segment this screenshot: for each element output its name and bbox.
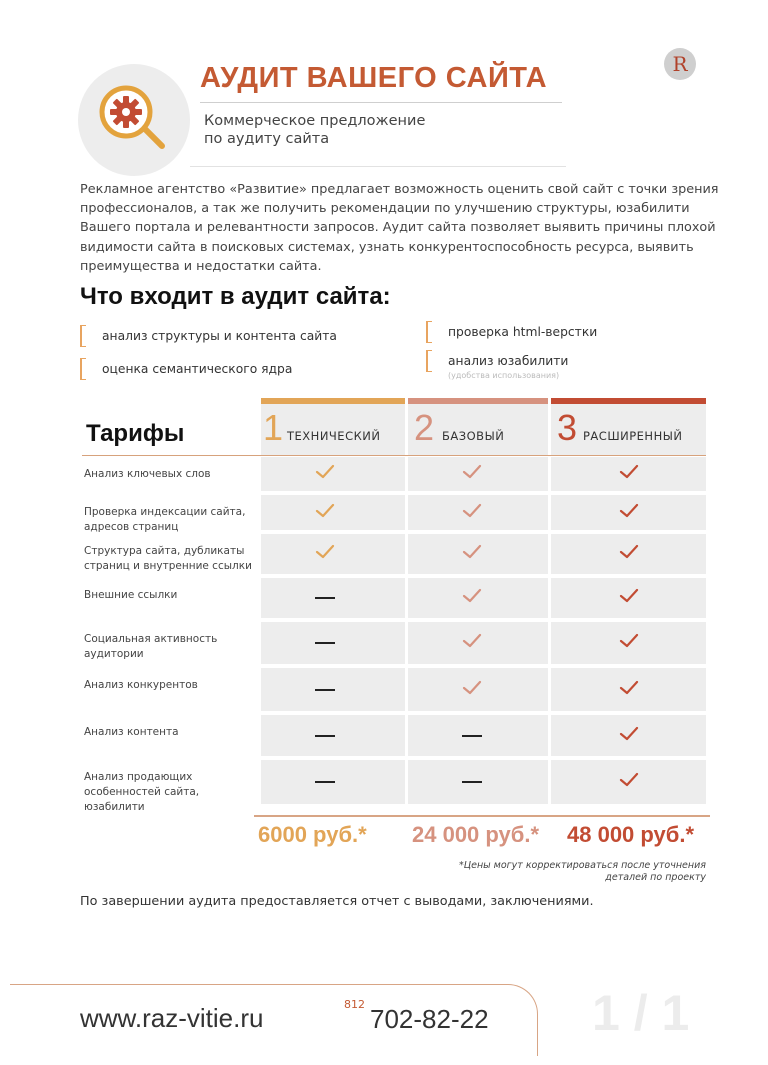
price-extended: 48 000 руб.* <box>567 822 695 847</box>
check-icon <box>619 464 639 480</box>
row-label: Анализ ключевых слов <box>84 468 211 480</box>
price-technical: 6000 руб.* <box>258 822 367 847</box>
brand-logo: R <box>664 48 696 80</box>
subtitle-line-1: Коммерческое предложение <box>204 113 426 129</box>
plan-header-basic <box>408 398 548 456</box>
check-icon <box>619 544 639 560</box>
divider <box>190 166 566 167</box>
row-label: Социальная активность аудитории <box>84 633 218 660</box>
plan-color-bar <box>261 398 405 404</box>
footer-divider <box>10 984 504 985</box>
plan-name: ТЕХНИЧЕСКИЙ <box>287 429 381 443</box>
feature-text: анализ структуры и контента сайта <box>102 329 337 343</box>
check-icon <box>619 588 639 604</box>
bracket-icon <box>80 325 86 347</box>
row-label: Структура сайта, дубликаты страниц и внутренние ссылки <box>84 545 252 572</box>
plan-header-extended <box>551 398 706 456</box>
plan-color-bar <box>551 398 706 404</box>
feature-text: оценка семантического ядра <box>102 362 293 376</box>
phone-number: 702-82-22 <box>370 1004 489 1034</box>
audit-icon <box>78 64 190 176</box>
dash-icon <box>315 735 335 737</box>
plan-name: БАЗОВЫЙ <box>442 429 505 443</box>
footer-divider-curve <box>490 984 538 1056</box>
check-icon <box>462 588 482 604</box>
row-label: Анализ контента <box>84 726 179 738</box>
check-icon <box>462 464 482 480</box>
check-icon <box>619 680 639 696</box>
price-note: *Цены могут корректироваться после уточнения деталей по проекту <box>458 860 706 883</box>
plan-header-technical <box>261 398 405 456</box>
divider <box>82 455 706 456</box>
plan-name: РАСШИРЕННЫЙ <box>583 429 683 443</box>
row-label: Анализ продающих особенностей сайта, юзабилити <box>84 771 200 813</box>
bracket-icon <box>80 358 86 380</box>
feature-text: анализ юзабилити <box>448 354 569 368</box>
website-link[interactable]: www.raz-vitie.ru <box>80 1003 264 1033</box>
check-icon <box>315 464 335 480</box>
feature-note: (удобства использования) <box>448 371 560 380</box>
check-icon <box>462 503 482 519</box>
row-label: Анализ конкурентов <box>84 679 198 691</box>
divider <box>254 815 710 817</box>
dash-icon <box>315 689 335 691</box>
row-label: Проверка индексации сайта, адресов страниц <box>84 506 246 533</box>
price-basic: 24 000 руб.* <box>412 822 540 847</box>
dash-icon <box>315 597 335 599</box>
check-icon <box>619 726 639 742</box>
plan-number: 3 <box>557 407 578 448</box>
features-title: Что входит в аудит сайта: <box>80 283 391 310</box>
dash-icon <box>462 735 482 737</box>
check-icon <box>619 633 639 649</box>
subtitle-line-2: по аудиту сайта <box>204 131 330 147</box>
check-icon <box>462 680 482 696</box>
check-icon <box>315 544 335 560</box>
check-icon <box>315 503 335 519</box>
page-number: 1 / 1 <box>592 985 690 1041</box>
plan-color-bar <box>408 398 548 404</box>
check-icon <box>462 633 482 649</box>
check-icon <box>462 544 482 560</box>
bracket-icon <box>426 350 432 372</box>
row-label: Внешние ссылки <box>84 589 178 601</box>
dash-icon <box>315 642 335 644</box>
phone-code: 812 <box>344 998 365 1011</box>
plan-number: 2 <box>414 407 435 448</box>
conclusion-text: По завершении аудита предоставляется отчет с выводами, заключениями. <box>80 894 594 909</box>
intro-paragraph: Рекламное агентство «Развитие» предлагает возможность оценить свой сайт с точки зрения профессионалов, а так же получить рекомендации по улучшению структуры, юзабилити Вашего портала и релевантности запросов. Аудит сайта позволяет выявить причины плохой видимости сайта в поисковых системах, узнать конкурентоспособность ресурса, выявить преимущества и недостатки сайта. <box>80 182 719 274</box>
page-subtitle <box>204 112 425 148</box>
feature-text: проверка html-верстки <box>448 325 598 339</box>
plan-number: 1 <box>263 407 284 448</box>
dash-icon <box>462 781 482 783</box>
bracket-icon <box>426 321 432 343</box>
check-icon <box>619 772 639 788</box>
dash-icon <box>315 781 335 783</box>
check-icon <box>619 503 639 519</box>
divider <box>200 102 562 103</box>
tariffs-title: Тарифы <box>86 420 185 447</box>
page-title: АУДИТ ВАШЕГО САЙТА <box>200 62 548 94</box>
